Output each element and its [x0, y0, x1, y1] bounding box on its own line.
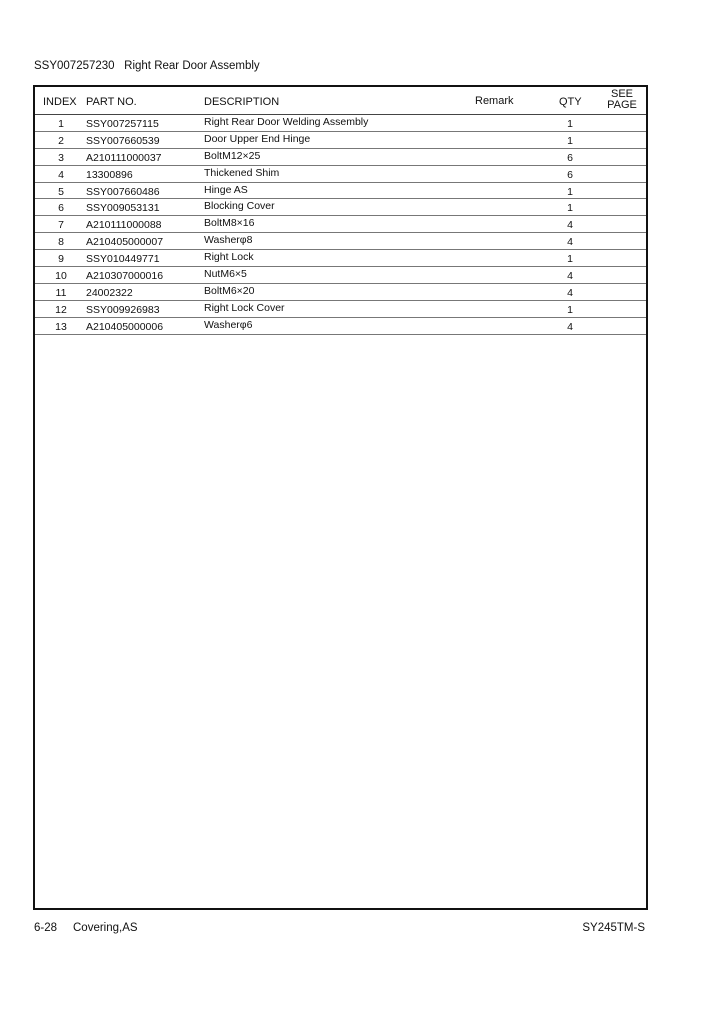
cell-index: 6 [58, 202, 64, 215]
cell-description: BoltM6×20 [204, 284, 255, 297]
table-row [35, 250, 646, 267]
footer-page-section: 6-28 Covering,AS [34, 922, 138, 934]
cell-part-no: A210405000006 [86, 320, 164, 333]
table-row [35, 115, 646, 132]
cell-description: BoltM12×25 [204, 149, 261, 162]
cell-index: 4 [58, 168, 64, 181]
cell-part-no: SSY009926983 [86, 303, 160, 316]
cell-qty: 4 [567, 320, 573, 333]
header-qty: QTY [559, 96, 582, 108]
cell-part-no: SSY010449771 [86, 253, 160, 266]
table-row [35, 183, 646, 200]
cell-qty: 1 [567, 303, 573, 316]
page-title: SSY007257230 Right Rear Door Assembly [34, 60, 260, 72]
cell-qty: 1 [567, 134, 573, 147]
cell-qty: 4 [567, 270, 573, 283]
cell-index: 10 [55, 270, 67, 283]
table-row [35, 267, 646, 284]
table-row [35, 216, 646, 233]
cell-part-no: A210405000007 [86, 236, 164, 249]
cell-description: Right Lock [204, 251, 254, 264]
cell-index: 7 [58, 219, 64, 232]
cell-part-no: A210307000016 [86, 270, 164, 283]
cell-index: 9 [58, 253, 64, 266]
cell-description: Hinge AS [204, 183, 248, 196]
cell-part-no: A210111000088 [86, 219, 162, 232]
cell-index: 3 [58, 151, 64, 164]
table-row [35, 284, 646, 301]
cell-description: Washerφ8 [204, 234, 253, 247]
table-row [35, 166, 646, 183]
cell-part-no: SSY007660539 [86, 134, 160, 147]
cell-qty: 1 [567, 253, 573, 266]
header-index: INDEX [43, 96, 77, 108]
header-see-page [605, 89, 639, 111]
cell-index: 5 [58, 185, 64, 198]
cell-index: 11 [55, 286, 67, 299]
header-see-line1: SEE [610, 88, 633, 100]
header-part-no: PART NO. [86, 96, 137, 108]
cell-qty: 1 [567, 118, 573, 130]
cell-part-no: 13300896 [86, 168, 133, 181]
cell-index: 2 [58, 134, 64, 147]
cell-description: BoltM8×16 [204, 217, 255, 230]
cell-description: Washerφ6 [204, 318, 253, 331]
header-description: DESCRIPTION [204, 96, 280, 108]
cell-description: NutM6×5 [204, 268, 247, 281]
cell-description: Blocking Cover [204, 200, 275, 213]
cell-part-no: SSY007257115 [86, 118, 159, 130]
header-remark: Remark [475, 95, 514, 107]
cell-index: 1 [58, 118, 64, 130]
parts-table [33, 85, 648, 910]
cell-part-no: A210111000037 [86, 151, 162, 164]
cell-description: Right Lock Cover [204, 301, 285, 314]
header-see-line2: PAGE [607, 99, 637, 111]
cell-description: Right Rear Door Welding Assembly [204, 116, 369, 128]
table-row [35, 318, 646, 335]
cell-part-no: 24002322 [86, 286, 133, 299]
cell-index: 13 [55, 320, 67, 333]
footer-model: SY245TM-S [582, 922, 645, 934]
table-body [35, 115, 646, 335]
cell-qty: 1 [567, 202, 573, 215]
cell-description: Thickened Shim [204, 166, 280, 179]
cell-qty: 6 [567, 151, 573, 164]
table-row [35, 199, 646, 216]
table-header [35, 87, 646, 115]
table-row [35, 233, 646, 250]
cell-qty: 4 [567, 219, 573, 232]
table-row [35, 149, 646, 166]
table-row [35, 301, 646, 318]
cell-qty: 1 [567, 185, 573, 198]
cell-qty: 4 [567, 286, 573, 299]
cell-qty: 6 [567, 168, 573, 181]
cell-index: 8 [58, 236, 64, 249]
cell-part-no: SSY007660486 [86, 185, 160, 198]
cell-index: 12 [55, 303, 67, 316]
table-row [35, 132, 646, 149]
cell-part-no: SSY009053131 [86, 202, 160, 215]
cell-description: Door Upper End Hinge [204, 132, 311, 145]
cell-qty: 4 [567, 236, 573, 249]
